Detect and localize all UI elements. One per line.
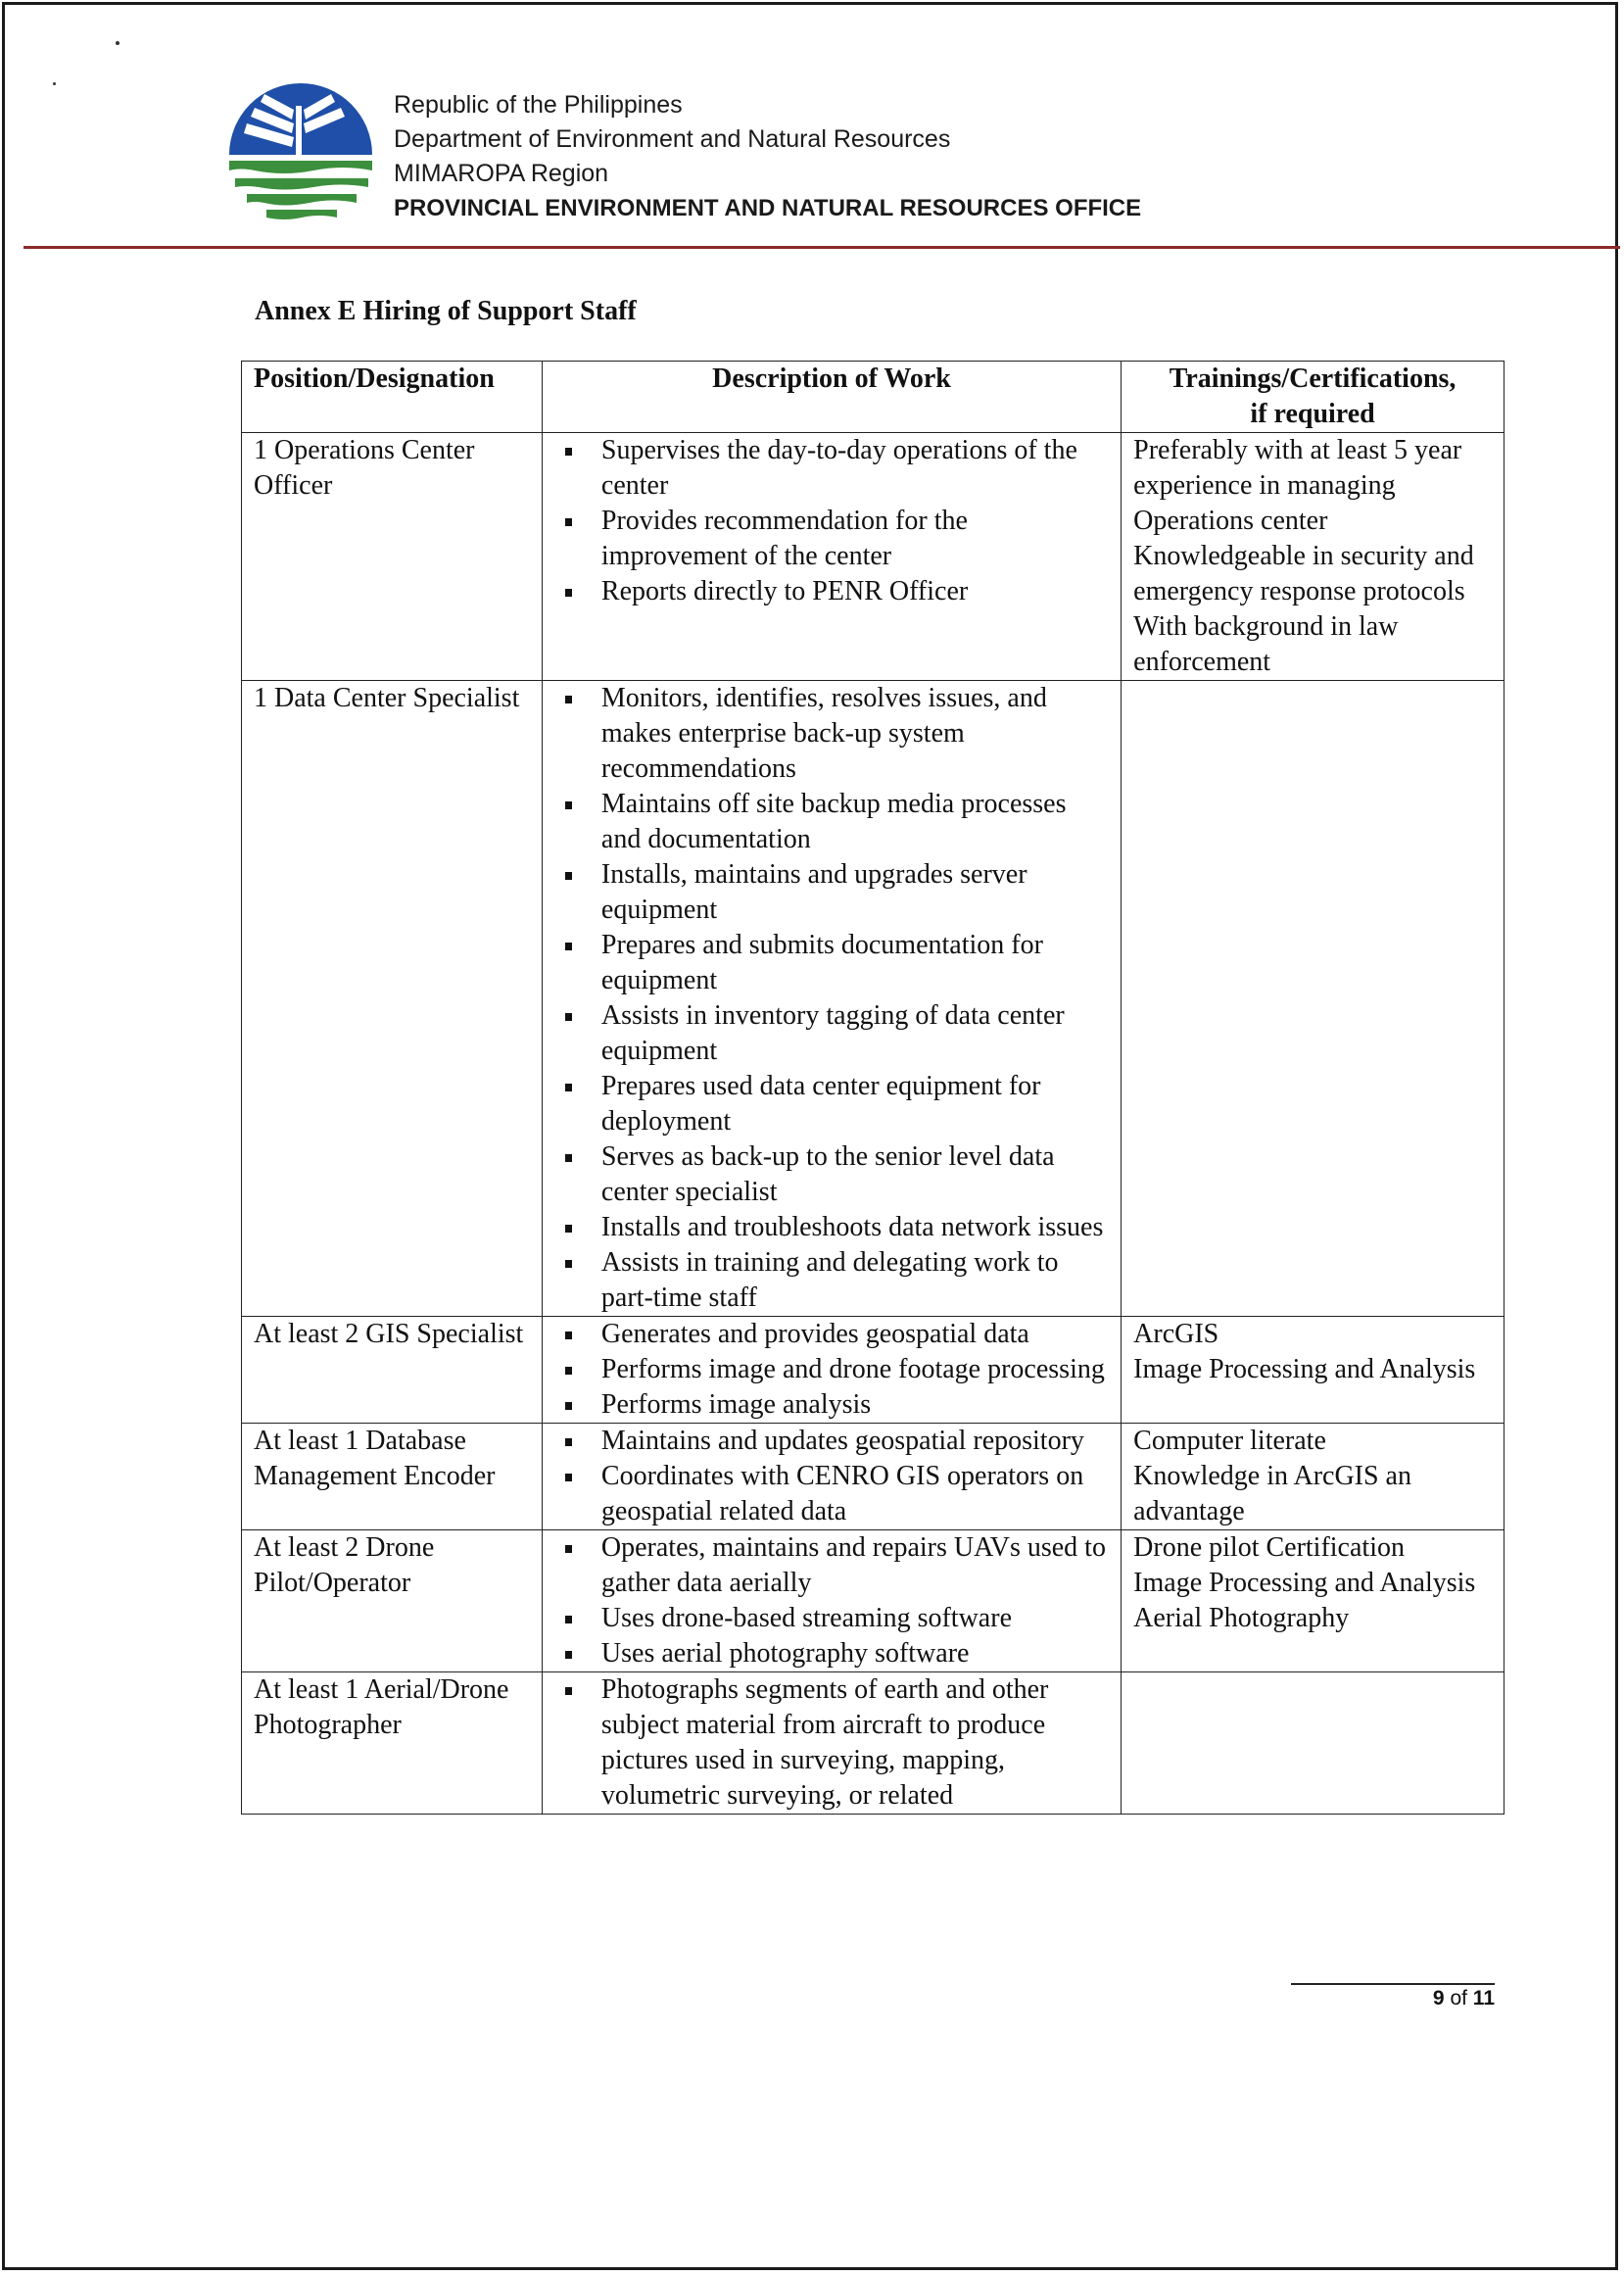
duty-item: Assists in training and delegating work to part-time staff: [601, 1245, 1109, 1316]
cell-position: At least 2 Drone Pilot/Operator: [242, 1530, 543, 1672]
duty-item: Prepares and submits documentation for equipment: [601, 928, 1109, 998]
table-row: [242, 1530, 1505, 1672]
cell-trainings: [1122, 1530, 1505, 1672]
cell-position: 1 Data Center Specialist: [242, 681, 543, 1317]
cell-description: [542, 433, 1121, 681]
duty-list: [554, 433, 1109, 609]
page-number: [1291, 1987, 1495, 2010]
annex-title: Annex E Hiring of Support Staff: [255, 296, 637, 326]
duty-item: Monitors, identifies, resolves issues, and makes enterprise back-up system recommendations: [601, 681, 1109, 787]
cell-trainings: [1122, 681, 1505, 1317]
duty-list: [554, 1530, 1109, 1671]
letterhead-office: PROVINCIAL ENVIRONMENT AND NATURAL RESOURCES OFFICE: [394, 195, 1142, 221]
duty-list: [554, 1317, 1109, 1423]
table-header-row: [242, 362, 1505, 433]
duty-item: Serves as back-up to the senior level data center specialist: [601, 1139, 1109, 1210]
duty-item: Uses aerial photography software: [601, 1636, 1109, 1671]
page-current: 9: [1432, 1987, 1445, 2010]
duty-item: Provides recommendation for the improvement of the center: [601, 504, 1109, 574]
cell-trainings: [1122, 1317, 1505, 1424]
duty-item: Photographs segments of earth and other subject material from aircraft to produce pictures used in surveying, mapping, volumetric surveying, or related: [601, 1672, 1109, 1814]
training-item: Preferably with at least 5 year experience in managing Operations center: [1133, 435, 1462, 536]
cell-trainings: [1122, 1672, 1505, 1815]
letterhead-line: Department of Environment and Natural Resources: [394, 125, 951, 153]
letterhead-line: MIMAROPA Region: [394, 160, 609, 187]
training-item: Image Processing and Analysis: [1133, 1568, 1476, 1598]
duty-item: Operates, maintains and repairs UAVs used to gather data aerially: [601, 1530, 1109, 1601]
letterhead-line: Republic of the Philippines: [394, 91, 683, 119]
cell-trainings: [1122, 1424, 1505, 1530]
duty-list: [554, 1672, 1109, 1814]
duty-item: Supervises the day-to-day operations of the center: [601, 433, 1109, 504]
scan-speck: [53, 82, 56, 85]
duty-item: Performs image analysis: [601, 1387, 1109, 1423]
scan-speck: [116, 41, 119, 45]
cell-description: [542, 1672, 1121, 1815]
cell-position: At least 2 GIS Specialist: [242, 1317, 543, 1424]
page-total: 11: [1472, 1987, 1495, 2010]
table-row: [242, 433, 1505, 681]
duty-item: Installs, maintains and upgrades server equipment: [601, 857, 1109, 928]
cell-description: [542, 681, 1121, 1317]
duty-item: Installs and troubleshoots data network issues: [601, 1210, 1109, 1245]
cell-description: [542, 1424, 1121, 1530]
duty-item: Uses drone-based streaming software: [601, 1601, 1109, 1636]
page-of: of: [1450, 1987, 1467, 2010]
footer-rule: [1291, 1983, 1495, 1985]
training-item: Drone pilot Certification: [1133, 1532, 1405, 1563]
denr-logo: [225, 76, 376, 227]
cell-description: [542, 1317, 1121, 1424]
duty-item: Maintains and updates geospatial repository: [601, 1424, 1109, 1459]
duty-item: Coordinates with CENRO GIS operators on geospatial related data: [601, 1459, 1109, 1529]
training-item: With background in law enforcement: [1133, 611, 1399, 677]
duty-item: Assists in inventory tagging of data center equipment: [601, 998, 1109, 1069]
cell-position: At least 1 Database Management Encoder: [242, 1424, 543, 1530]
training-item: Image Processing and Analysis: [1133, 1354, 1476, 1384]
header-rule: [24, 246, 1620, 249]
header-trainings: [1122, 362, 1505, 433]
training-item: ArcGIS: [1133, 1319, 1219, 1349]
cell-description: [542, 1530, 1121, 1672]
duty-item: Reports directly to PENR Officer: [601, 574, 1109, 609]
training-item: Knowledgeable in security and emergency response protocols: [1133, 541, 1474, 606]
cell-position: 1 Operations Center Officer: [242, 433, 543, 681]
duty-list: [554, 1424, 1109, 1529]
header-position: Position/Designation: [242, 362, 543, 433]
training-item: Computer literate: [1133, 1426, 1326, 1456]
training-item: Aerial Photography: [1133, 1603, 1350, 1633]
duty-item: Prepares used data center equipment for deployment: [601, 1069, 1109, 1139]
duty-item: Generates and provides geospatial data: [601, 1317, 1109, 1352]
duty-item: Performs image and drone footage processing: [601, 1352, 1109, 1387]
cell-trainings: [1122, 433, 1505, 681]
header-trainings-line: if required: [1250, 399, 1375, 429]
duty-item: Maintains off site backup media processes and documentation: [601, 787, 1109, 857]
duty-list: [554, 681, 1109, 1316]
header-description: Description of Work: [542, 362, 1121, 433]
cell-position: At least 1 Aerial/Drone Photographer: [242, 1672, 543, 1815]
training-item: Knowledge in ArcGIS an advantage: [1133, 1461, 1411, 1526]
table-row: [242, 681, 1505, 1317]
header-trainings-line: Trainings/Certifications,: [1169, 363, 1457, 394]
letterhead: [394, 88, 1141, 225]
table-row: [242, 1424, 1505, 1530]
support-staff-table: [241, 361, 1505, 1815]
table-row: [242, 1317, 1505, 1424]
table-row: [242, 1672, 1505, 1815]
